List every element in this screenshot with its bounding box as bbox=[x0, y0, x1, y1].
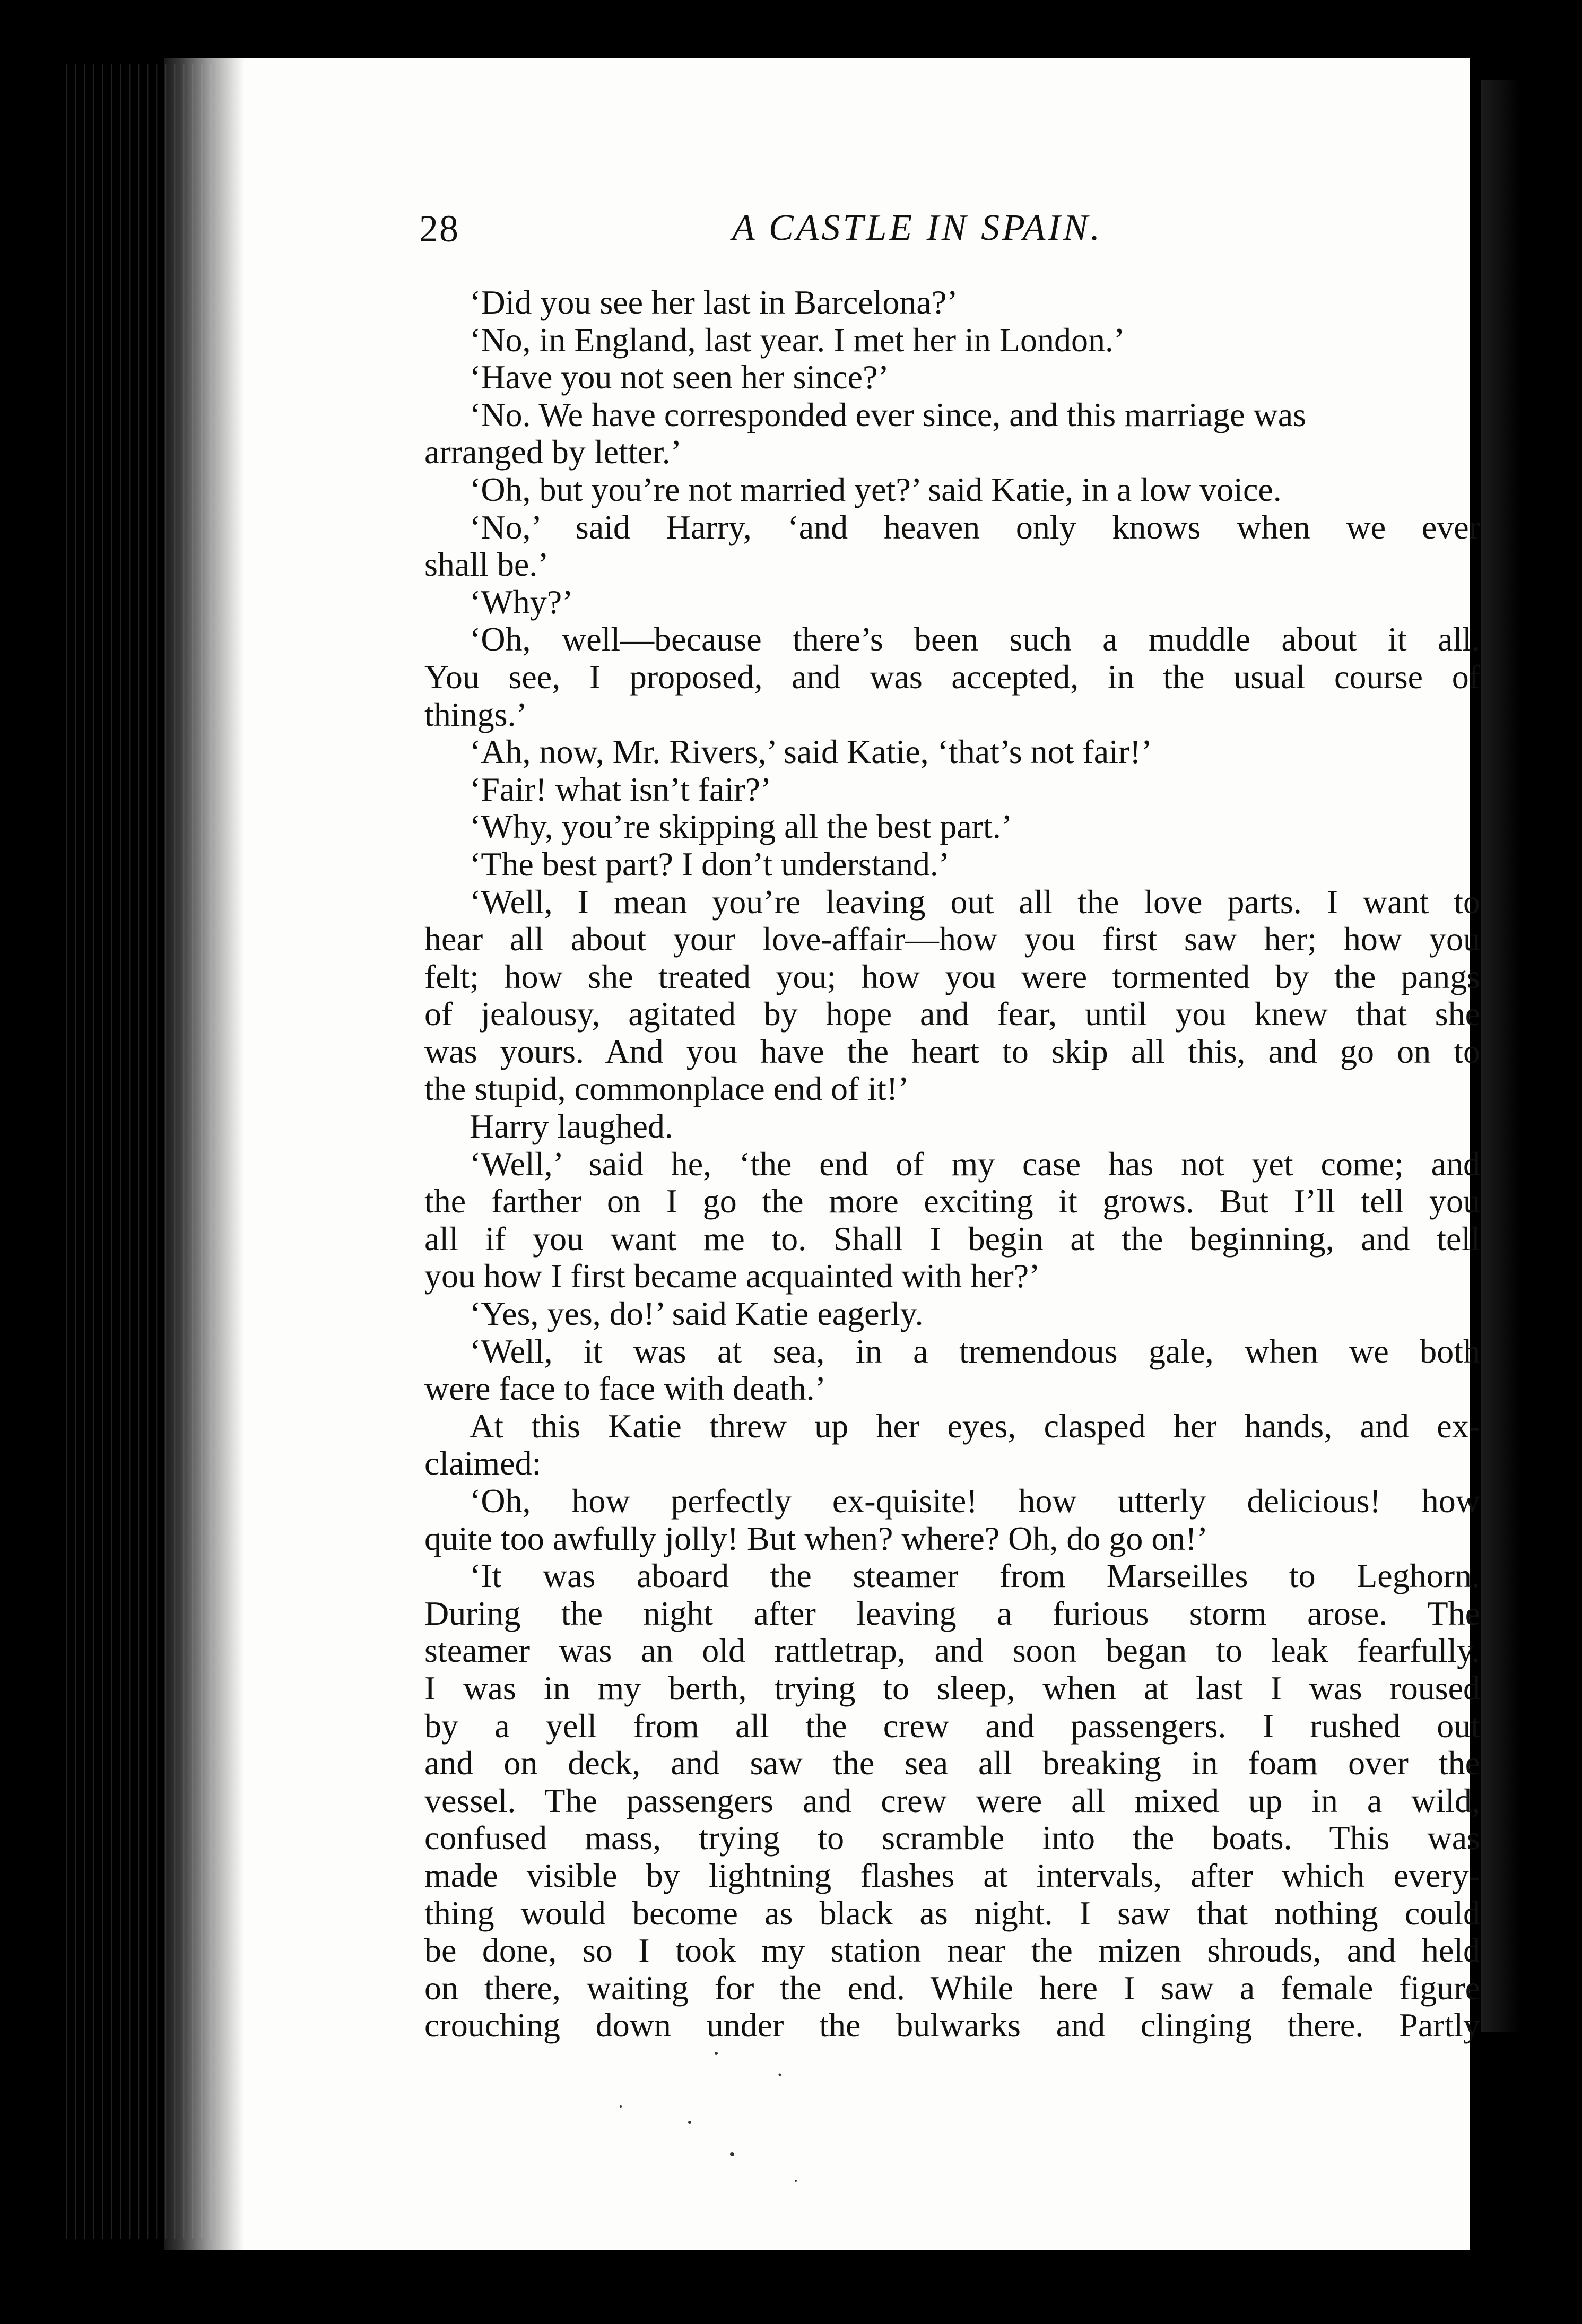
text-line: steamer was an old rattletrap, and soon began to leak fearfully. bbox=[424, 1632, 1480, 1670]
text-line: quite too awfully jolly! But when? where? Oh, do go on!’ bbox=[424, 1519, 1208, 1557]
text-line: was yours. And you have the heart to skip all this, and go on to bbox=[424, 1033, 1480, 1070]
text-line: felt; how she treated you; how you were tormented by the pangs bbox=[424, 958, 1480, 995]
text-line: ‘No,’ said Harry, ‘and heaven only knows when we ever bbox=[470, 508, 1480, 546]
text-line: ‘Why?’ bbox=[470, 583, 573, 621]
text-line: ‘Well, it was at sea, in a tremendous gale, when we both bbox=[470, 1332, 1480, 1370]
print-specks bbox=[557, 2043, 928, 2202]
text-line: ‘Have you not seen her since?’ bbox=[470, 358, 889, 396]
text-line: things.’ bbox=[424, 695, 527, 733]
text-line: thing would become as black as night. I saw that nothing could bbox=[424, 1894, 1480, 1932]
text-line: ‘No. We have corresponded ever since, and this marriage was bbox=[470, 395, 1307, 433]
text-line: ‘It was aboard the steamer from Marseilles to Leghorn. bbox=[470, 1557, 1480, 1595]
text-line: by a yell from all the crew and passengers. I rushed out bbox=[424, 1707, 1480, 1745]
page-header bbox=[419, 207, 1374, 260]
text-line: hear all about your love-affair—how you first saw her; how you bbox=[424, 921, 1480, 958]
running-title: A CASTLE IN SPAIN. bbox=[732, 207, 1103, 248]
text-line: vessel. The passengers and crew were all mixed up in a wild, bbox=[424, 1782, 1480, 1819]
text-line: ‘The best part? I don’t understand.’ bbox=[470, 845, 950, 883]
binding-gutter-texture bbox=[58, 64, 218, 2239]
text-line: ‘Fair! what isn’t fair?’ bbox=[470, 770, 772, 808]
text-line: ‘Oh, well—because there’s been such a muddle about it all. bbox=[470, 621, 1480, 658]
text-line: were face to face with death.’ bbox=[424, 1369, 826, 1408]
text-line: ‘Why, you’re skipping all the best part.’ bbox=[470, 808, 1013, 846]
text-line: crouching down under the bulwarks and clinging there. Partly bbox=[424, 2007, 1480, 2044]
text-line: ‘Oh, how perfectly ex-quisite! how utterly delicious! how bbox=[470, 1482, 1480, 1520]
text-line: made visible by lightning flashes at intervals, after which every- bbox=[424, 1857, 1480, 1894]
text-line: ‘No, in England, last year. I met her in London.’ bbox=[470, 320, 1125, 359]
text-line: and on deck, and saw the sea all breaking in foam over the bbox=[424, 1745, 1480, 1782]
text-line: of jealousy, agitated by hope and fear, until you knew that she bbox=[424, 995, 1480, 1033]
text-line: the stupid, commonplace end of it!’ bbox=[424, 1070, 909, 1108]
text-line: Harry laughed. bbox=[470, 1107, 673, 1146]
text-line: ‘Did you see her last in Barcelona?’ bbox=[470, 283, 958, 321]
text-line: ‘Ah, now, Mr. Rivers,’ said Katie, ‘that’s not fair!’ bbox=[470, 733, 1152, 771]
text-line: claimed: bbox=[424, 1444, 542, 1482]
text-line: all if you want me to. Shall I begin at the beginning, and tell bbox=[424, 1220, 1480, 1258]
text-line: ‘Yes, yes, do!’ said Katie eagerly. bbox=[470, 1295, 924, 1333]
page-edge-shadow bbox=[1481, 80, 1582, 2032]
text-line: the farther on I go the more exciting it grows. But I’ll tell you bbox=[424, 1183, 1480, 1220]
body-text bbox=[424, 284, 1480, 2044]
text-line: You see, I proposed, and was accepted, in the usual course of bbox=[424, 658, 1480, 696]
text-line: I was in my berth, trying to sleep, when at last I was roused bbox=[424, 1669, 1480, 1707]
text-line: ‘Well, I mean you’re leaving out all the love parts. I want to bbox=[470, 883, 1480, 921]
text-line: confused mass, trying to scramble into the boats. This was bbox=[424, 1819, 1480, 1857]
text-line: shall be.’ bbox=[424, 545, 549, 584]
text-line: During the night after leaving a furious storm arose. The bbox=[424, 1594, 1480, 1632]
text-line: arranged by letter.’ bbox=[424, 433, 682, 471]
text-line: you how I first became acquainted with her?’ bbox=[424, 1257, 1040, 1295]
page-number: 28 bbox=[419, 207, 459, 250]
text-line: be done, so I took my station near the mizen shrouds, and held bbox=[424, 1932, 1480, 1970]
text-line: ‘Oh, but you’re not married yet?’ said Katie, in a low voice. bbox=[470, 470, 1282, 508]
text-line: ‘Well,’ said he, ‘the end of my case has not yet come; and bbox=[470, 1145, 1480, 1183]
text-line: on there, waiting for the end. While here I saw a female figure bbox=[424, 1969, 1480, 2007]
text-line: At this Katie threw up her eyes, clasped her hands, and ex- bbox=[470, 1407, 1480, 1445]
